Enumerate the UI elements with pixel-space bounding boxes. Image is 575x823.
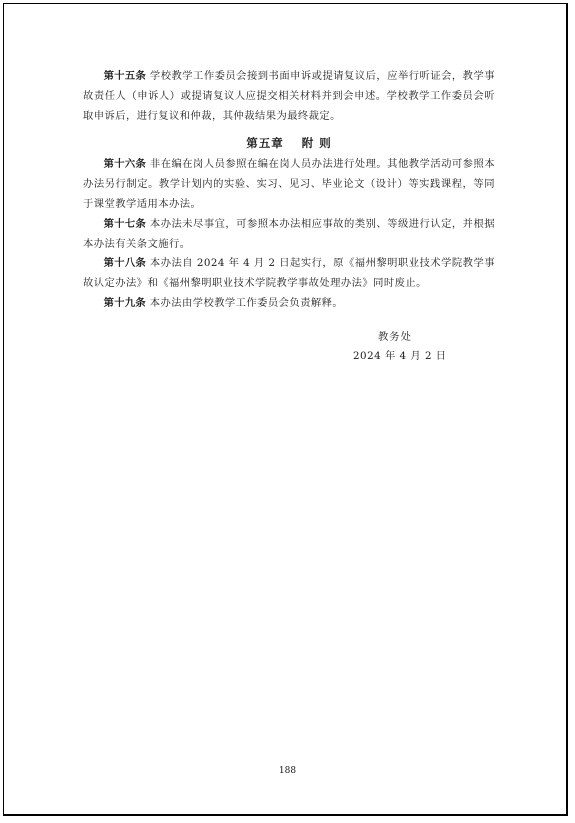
article-text: 非在编在岗人员参照在编在岗人员办法进行处理。其他教学活动可参照本办法另行制定。教学计划内的实验、实习、见习、毕业论文（设计）等实践课程，等同于课堂教学适用本办法。 xyxy=(83,158,495,210)
article-text: 本办法未尽事宜，可参照本办法相应事故的类别、等级进行认定，并根据本办法有关条文施行。 xyxy=(83,217,495,250)
page-number: 188 xyxy=(278,766,297,776)
signature-block xyxy=(353,328,495,366)
article-text: 本办法由学校教学工作委员会负责解释。 xyxy=(145,296,344,309)
issuing-office: 教务处 xyxy=(378,330,412,343)
article-label: 第十九条 xyxy=(103,296,146,309)
article-18 xyxy=(83,254,495,294)
article-label: 第十五条 xyxy=(103,70,147,82)
article-text: 本办法自 2024 年 4 月 2 日起实行，原《福州黎明职业技术学院教学事故认定办法》和《福州黎明职业技术学院教学事故处理办法》同时废止。 xyxy=(83,257,495,290)
chapter-title: 附 则 xyxy=(301,136,332,151)
article-label: 第十八条 xyxy=(103,257,147,270)
article-19 xyxy=(83,294,495,314)
article-text: 学校教学工作委员会接到书面申诉或提请复议后，应举行听证会，教学事故责任人（申诉人）或提请复议人应提交相关材料并到会申述。学校教学工作委员会听取申诉后，进行复议和仲裁，其仲裁结果为最终裁定。 xyxy=(83,70,495,122)
document-body xyxy=(83,67,495,366)
chapter-number: 第五章 xyxy=(246,136,284,151)
chapter-heading xyxy=(83,133,495,154)
article-label: 第十七条 xyxy=(103,217,147,230)
article-label: 第十六条 xyxy=(103,158,147,171)
article-15 xyxy=(83,67,495,126)
article-16 xyxy=(83,155,495,214)
article-17 xyxy=(83,215,495,255)
issue-date: 2024 年 4 月 2 日 xyxy=(353,349,447,362)
